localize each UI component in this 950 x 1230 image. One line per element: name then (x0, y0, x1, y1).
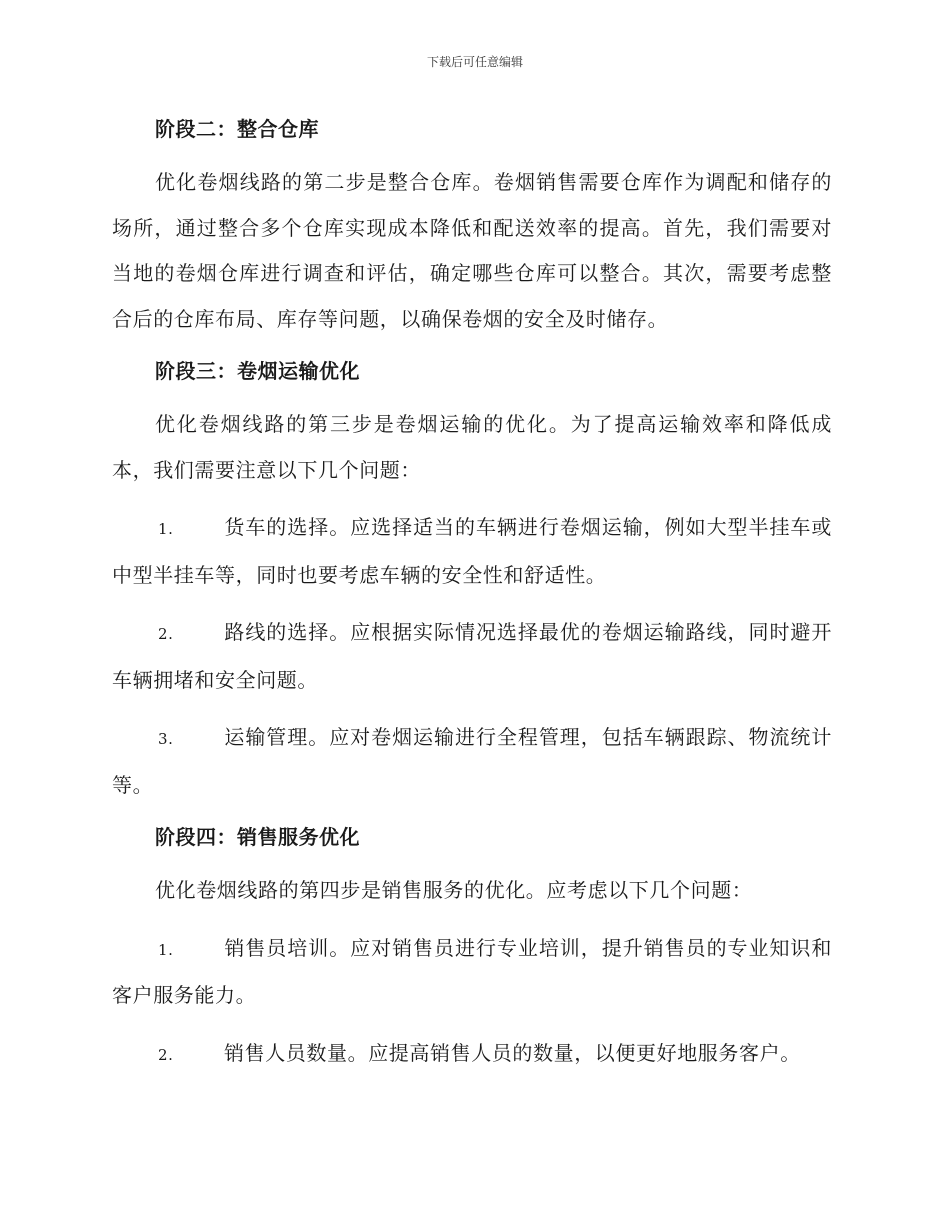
list-number: 2. (158, 1045, 174, 1064)
section-heading: 阶段四：销售服务优化 (155, 825, 360, 849)
section-heading: 阶段三：卷烟运输优化 (155, 359, 360, 383)
section-heading: 阶段二：整合仓库 (155, 117, 319, 141)
document-body (112, 112, 832, 1078)
list-number: 1. (158, 940, 174, 959)
list-item-text: 运输管理。应对卷烟运输进行全程管理，包括车辆跟踪、物流统计等。 (112, 725, 832, 797)
list-item (112, 715, 832, 808)
list-item-text: 路线的选择。应根据实际情况选择最优的卷烟运输路线，同时避开车辆拥堵和安全问题。 (112, 620, 832, 692)
list-item-text: 货车的选择。应选择适当的车辆进行卷烟运输，例如大型半挂车或中型半挂车等，同时也要考虑车辆的安全性和舒适性。 (112, 515, 832, 587)
list-number: 2. (158, 625, 174, 643)
list-item (112, 1031, 832, 1079)
list-item-text: 销售员培训。应对销售员进行专业培训，提升销售员的专业知识和客户服务能力。 (112, 935, 832, 1007)
list-item (112, 610, 832, 703)
list-item-text: 销售人员数量。应提高销售人员的数量，以便更好地服务客户。 (224, 1040, 801, 1065)
page-header: 下载后可任意编辑 (426, 55, 523, 69)
list-item (112, 926, 832, 1019)
paragraph: 优化卷烟线路的第三步是卷烟运输的优化。为了提高运输效率和降低成本，我们需要注意以下几个问题： (112, 412, 832, 482)
paragraph: 优化卷烟线路的第四步是销售服务的优化。应考虑以下几个问题： (155, 878, 753, 902)
list-item (112, 505, 832, 598)
list-number: 3. (158, 730, 174, 748)
paragraph: 优化卷烟线路的第二步是整合仓库。卷烟销售需要仓库作为调配和储存的场所，通过整合多个仓库实现成本降低和配送效率的提高。首先，我们需要对当地的卷烟仓库进行调查和评估，确定哪些仓库可以整合。其次，需要考虑整合后的仓库布局、库存等问题，以确保卷烟的安全及时储存。 (112, 170, 832, 331)
list-number: 1. (158, 520, 174, 538)
